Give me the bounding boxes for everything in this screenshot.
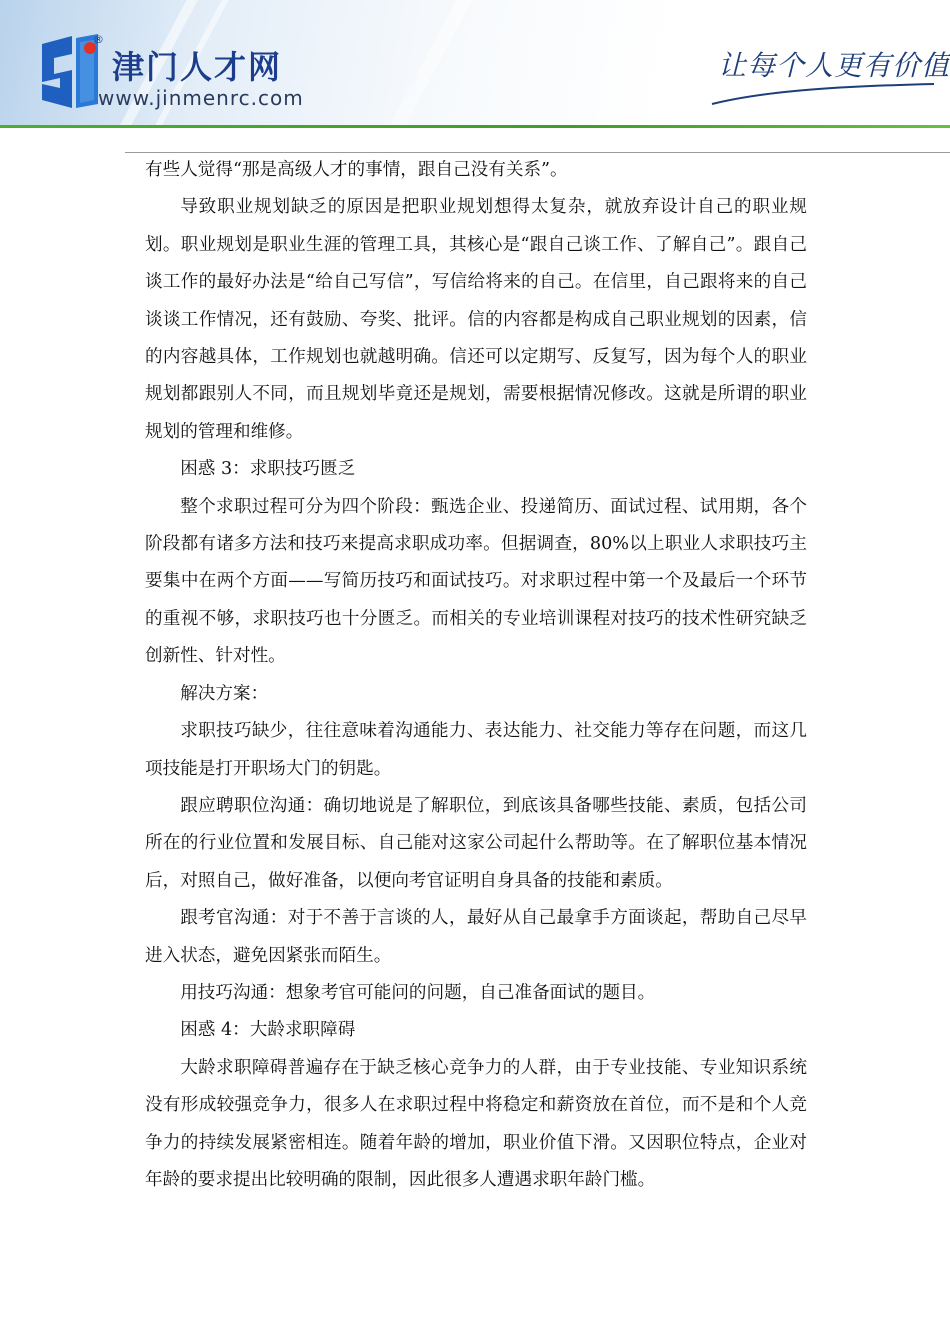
document-body: [145, 152, 807, 1199]
paragraph: 整个求职过程可分为四个阶段：甄选企业、投递简历、面试过程、试用期，各个阶段都有诸多方法和技巧来提高求职成功率。但据调查，80%以上职业人求职技巧主要集中在两个方面——写简历技巧和面试技巧。对求职过程中第一个及最后一个环节的重视不够，求职技巧也十分匮乏。而相关的专业培训课程对技巧的技术性研究缺乏创新性、针对性。: [145, 496, 807, 667]
paragraph: 大龄求职障碍普遍存在于缺乏核心竞争力的人群，由于专业技能、专业知识系统没有形成较强竞争力，很多人在求职过程中将稳定和薪资放在首位，而不是和个人竞争力的持续发展紧密相连。随着年龄的增加，职业价值下滑。又因职位特点，企业对年龄的要求提出比较明确的限制，因此很多人遭遇求职年龄门槛。: [145, 1057, 807, 1190]
header-decoration: [379, 0, 476, 128]
paragraph: 求职技巧缺少，往往意味着沟通能力、表达能力、社交能力等存在问题，而这几项技能是打开职场大门的钥匙。: [145, 721, 807, 779]
paragraph: 导致职业规划缺乏的原因是把职业规划想得太复杂，就放弃设计自己的职业规划。职业规划是职业生涯的管理工具，其核心是“跟自己谈工作、了解自己”。跟自己谈工作的最好办法是“给自己写信”，写信给将来的自己。在信里，自己跟将来的自己谈谈工作情况，还有鼓励、夸奖、批评。信的内容都是构成自己职业规划的因素，信的内容越具体，工作规划也就越明确。信还可以定期写、反复写，因为每个人的职业规划都跟别人不同，而且规划毕竟还是规划，需要根据情况修改。这就是所谓的职业规划的管理和维修。: [145, 197, 807, 442]
brand-name: 津门人才网: [112, 48, 283, 86]
brand-url: www.jinmenrc.com: [98, 86, 304, 110]
slogan-swoosh-icon: [708, 80, 938, 110]
section-heading: 解决方案：: [180, 683, 269, 704]
paragraph: 跟考官沟通：对于不善于言谈的人，最好从自己最拿手方面谈起，帮助自己尽早进入状态，避免因紧张而陌生。: [145, 908, 807, 966]
header-green-bar: [0, 125, 950, 128]
section-heading: 困惑 4：大龄求职障碍: [180, 1020, 356, 1041]
paragraph: 跟应聘职位沟通：确切地说是了解职位，到底该具备哪些技能、素质，包括公司所在的行业位置和发展目标、自己能对这家公司起什么帮助等。在了解职位基本情况后，对照自己，做好准备，以便向考官证明自身具备的技能和素质。: [145, 795, 807, 891]
registered-mark: ®: [93, 33, 104, 46]
site-header: [0, 0, 950, 128]
section-heading: 困惑 3：求职技巧匮乏: [180, 459, 356, 480]
slogan: 让每个人更有价值: [718, 49, 950, 82]
paragraph: 用技巧沟通：想象考官可能问的问题，自己准备面试的题目。: [180, 982, 656, 1003]
paragraph: 有些人觉得“那是高级人才的事情，跟自己没有关系”。: [145, 160, 568, 180]
